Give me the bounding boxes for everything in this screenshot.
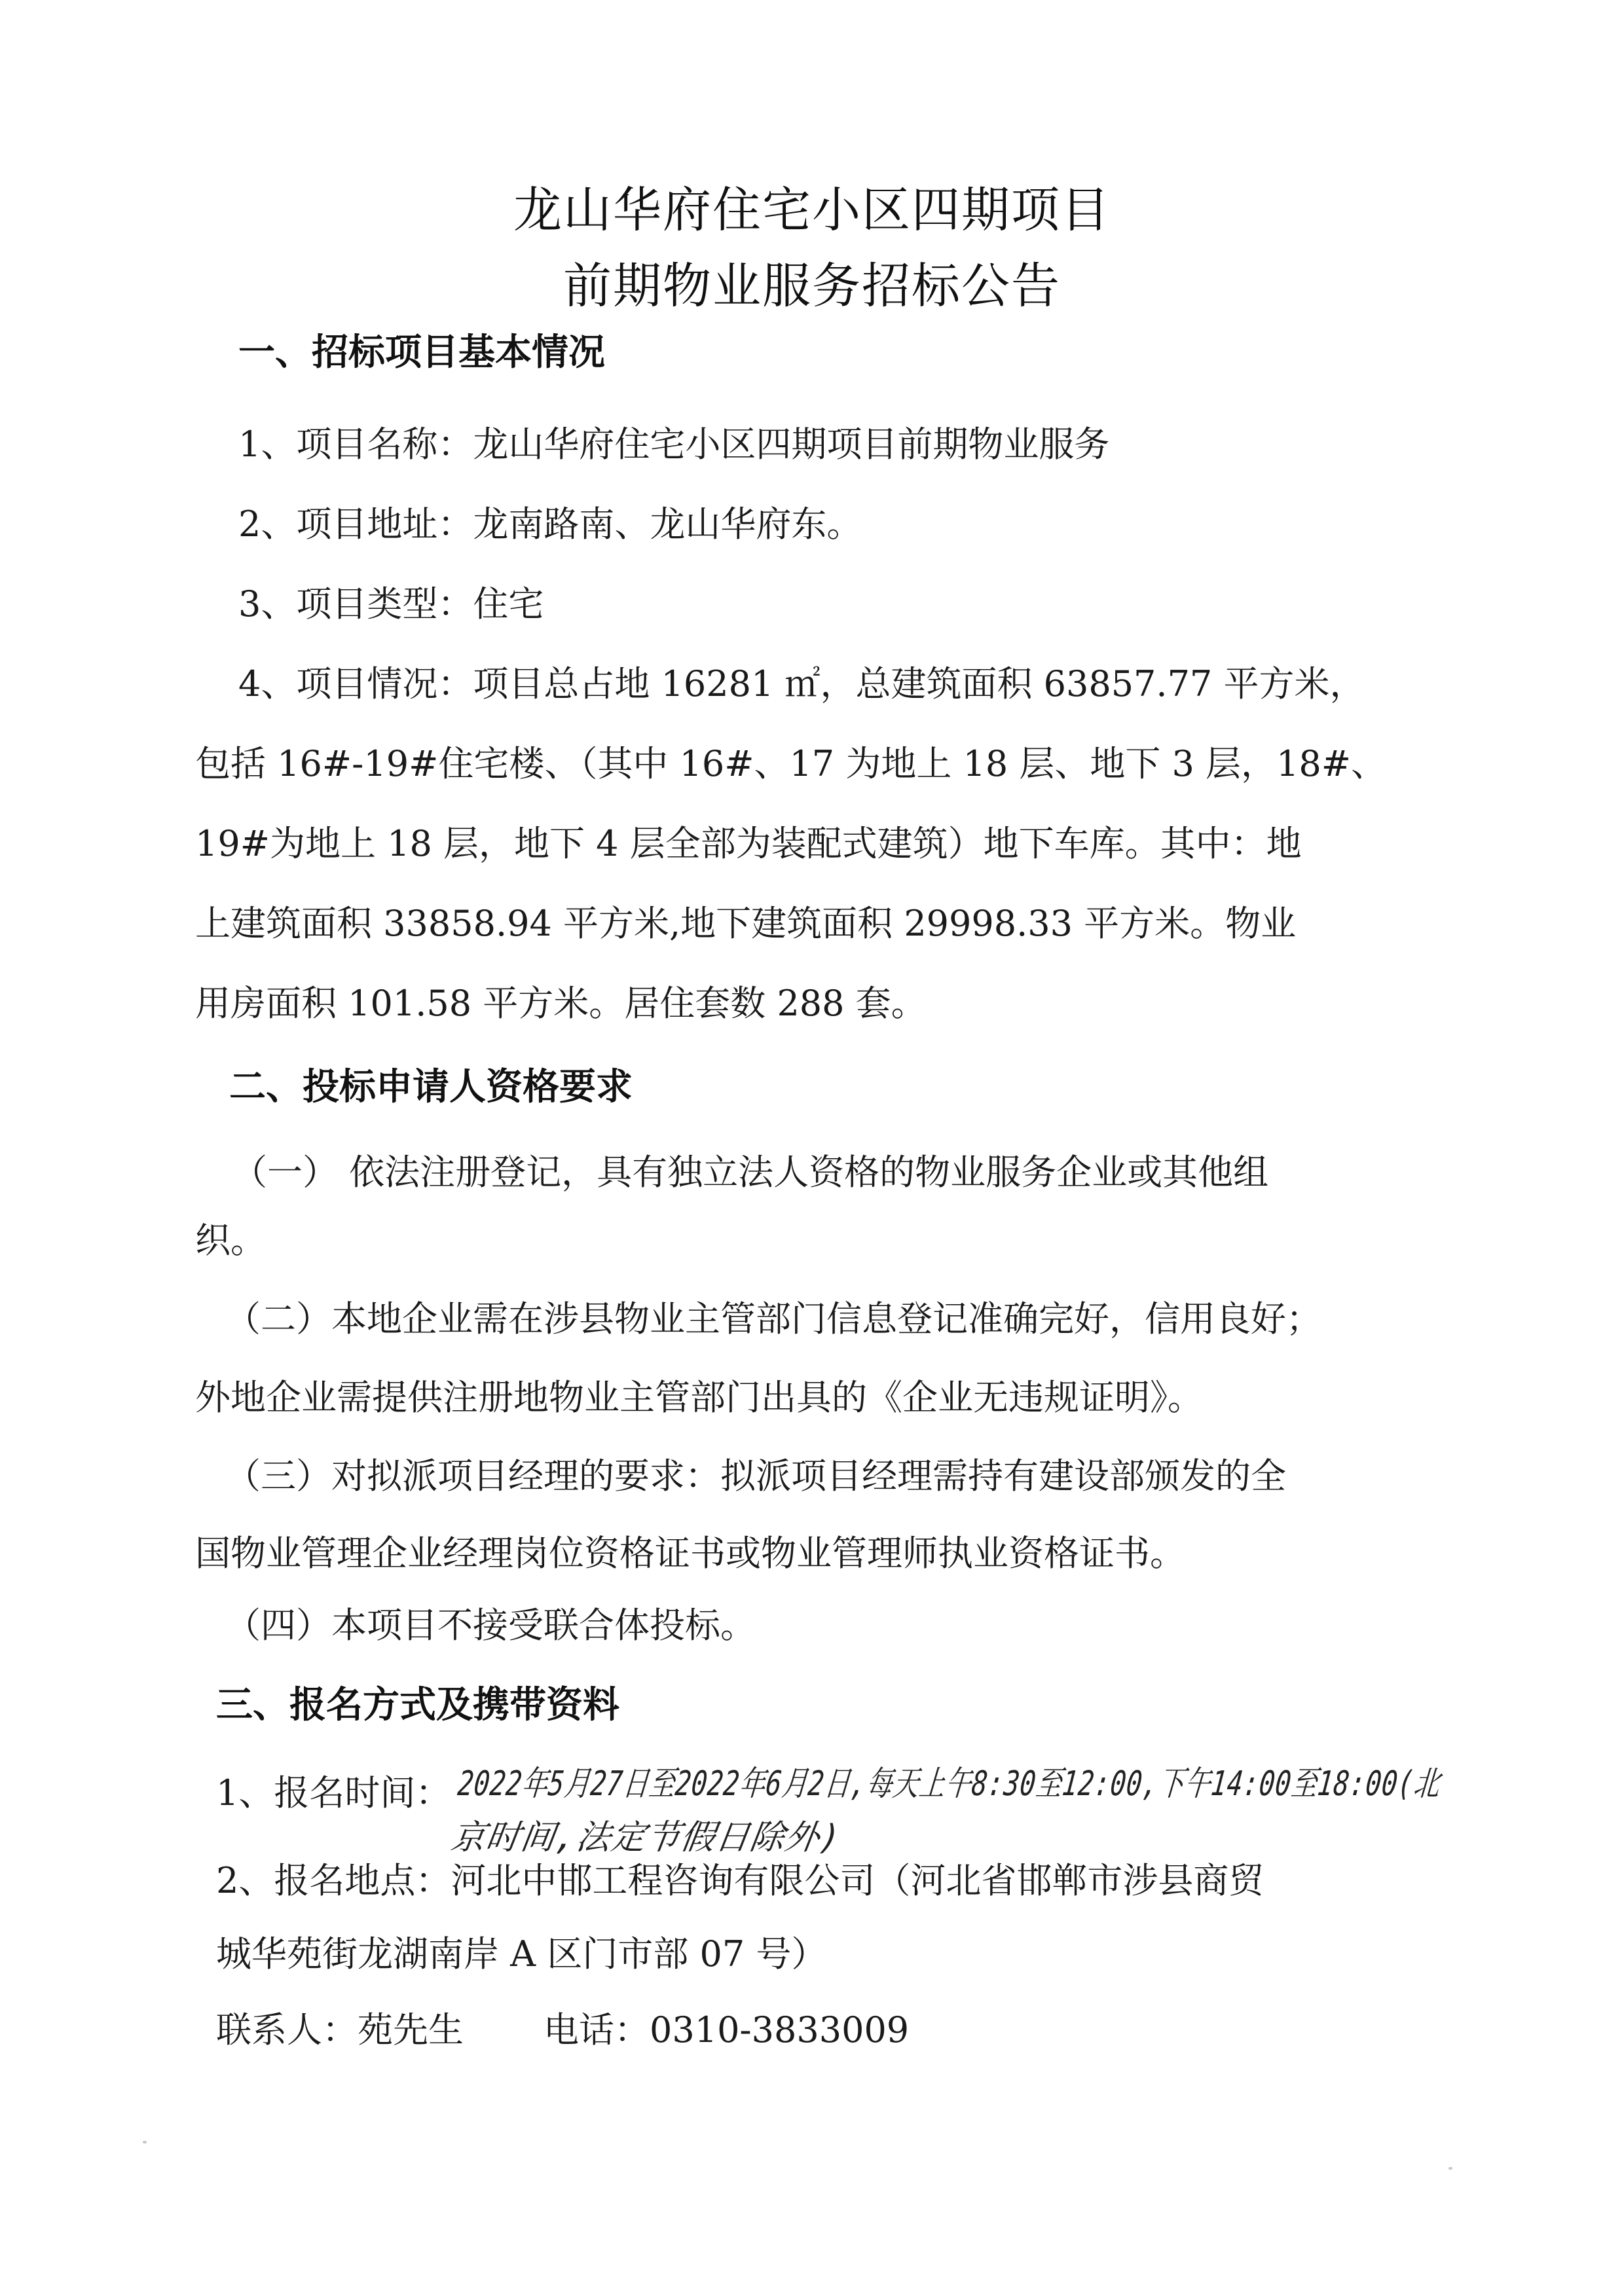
project-address-line: 2、项目地址：龙南路南、龙山华府东。 [238,503,862,545]
qualification-2-line1: （二）本地企业需在涉县物业主管部门信息登记准确完好，信用良好； [225,1298,1321,1339]
handwritten-text: 京时间,法定节假日除外) [449,1818,844,1857]
registration-place-line2: 城华苑街龙湖南岸 A 区门市部 07 号） [216,1933,827,1975]
project-details-line2: 包括 16#-19#住宅楼、（其中 16#、17 为地上 18 层、地下 3 层，18#、 [195,743,1387,784]
project-name-line: 1、项目名称：龙山华府住宅小区四期项目前期物业服务 [238,424,1110,465]
project-details-line3: 19#为地上 18 层，地下 4 层全部为装配式建筑）地下车库。其中：地 [195,823,1302,864]
qualification-1-line2: 织。 [195,1220,266,1261]
project-details-line5: 用房面积 101.58 平方米。居住套数 288 套。 [195,983,927,1024]
project-details-line1: 4、项目情况：项目总占地 16281 ㎡，总建筑面积 63857.77 平方米， [238,663,1365,704]
qualification-1-line1: （一） 依法注册登记，具有独立法人资格的物业服务企业或其他组 [232,1152,1269,1193]
section1-heading: 一、招标项目基本情况 [238,331,605,374]
section2-heading: 二、投标申请人资格要求 [229,1066,633,1108]
registration-time-label: 1、报名时间： [216,1772,451,1813]
document-title-line1: 龙山华府住宅小区四期项目 [513,182,1111,238]
section3-heading: 三、报名方式及携带资料 [216,1684,619,1726]
project-details-line4: 上建筑面积 33858.94 平方米,地下建筑面积 29998.33 平方米。物业 [195,903,1297,944]
scan-speck [143,2141,147,2143]
contact-phone: 电话：0310-3833009 [544,2009,910,2050]
qualification-3-line1: （三）对拟派项目经理的要求：拟派项目经理需持有建设部颁发的全 [225,1455,1286,1497]
contact-person: 联系人：苑先生 [216,2009,464,2050]
handwritten-text: 2022年5月27日至2022年6月2日,每天上午8:30至12:00,下午14:00至18:00(北 [456,1764,1443,1804]
registration-place-line1: 2、报名地点：河北中邯工程咨询有限公司（河北省邯郸市涉县商贸 [216,1860,1264,1901]
registration-time-handwritten-line1 [458,1756,1441,1805]
qualification-3-line2: 国物业管理企业经理岗位资格证书或物业管理师执业资格证书。 [195,1533,1185,1574]
scan-speck [1449,2167,1452,2170]
registration-time-handwritten-line2 [449,1810,844,1859]
document-title-line2: 前期物业服务招标公告 [563,258,1061,314]
project-type-line: 3、项目类型：住宅 [238,583,544,625]
qualification-2-line2: 外地企业需提供注册地物业主管部门出具的《企业无违规证明》。 [195,1377,1203,1418]
qualification-4-line: （四）本项目不接受联合体投标。 [225,1605,756,1646]
